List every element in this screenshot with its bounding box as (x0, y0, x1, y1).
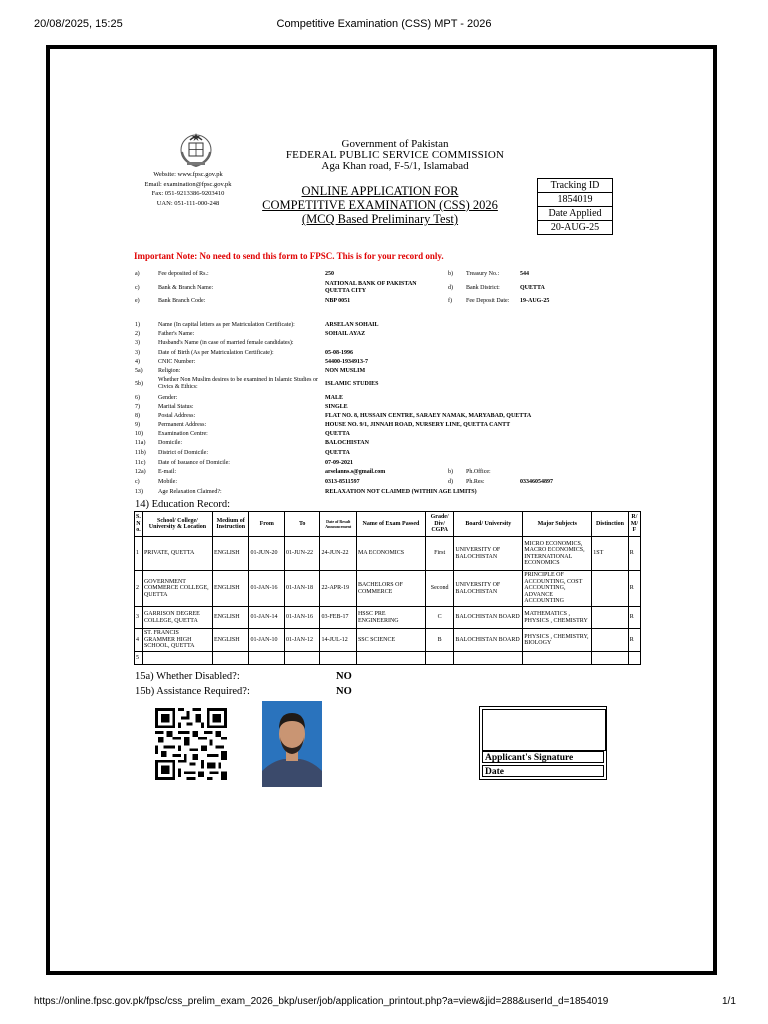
table-cell: First (425, 537, 453, 571)
table-cell: GARRISON DEGREE COLLEGE, QUETTA (142, 607, 212, 629)
table-cell (249, 652, 285, 665)
table-cell: BALOCHISTAN BOARD (454, 629, 523, 652)
field-number: 2) (135, 331, 140, 337)
field-label: Postal Address: (158, 413, 196, 419)
field-label: Father's Name: (158, 331, 195, 337)
date-applied-label: Date Applied (538, 207, 613, 221)
table-cell: UNIVERSITY OF BALOCHISTAN (454, 537, 523, 571)
assistance-value: NO (336, 686, 352, 697)
fee-value: 19-AUG-25 (520, 298, 550, 304)
field-value: NON MUSLIM (325, 368, 366, 374)
table-cell: 1 (135, 537, 143, 571)
field-number: c) (135, 479, 140, 485)
field-value: 54400-1934913-7 (325, 359, 368, 365)
fee-value: 250 (325, 271, 334, 277)
field-value: HOUSE NO. 9/1, JINNAH ROAD, NURSERY LINE, QUETTA CANTT (325, 422, 511, 428)
table-cell (592, 607, 629, 629)
signature-box (479, 706, 607, 780)
print-url: https://online.fpsc.gov.pk/fpsc/css_prelim_exam_2026_bkp/user/job/application_printout.php?a=view&jid=288&userId_d=1854019 (34, 996, 609, 1007)
table-cell: 01-JAN-16 (284, 607, 320, 629)
field-value: QUETTA (325, 431, 350, 437)
table-cell: 01-JAN-16 (249, 571, 285, 607)
website-text: Website: www.fpsc.gov.pk (153, 171, 223, 178)
field-number: 3) (135, 340, 140, 346)
field-value: ARSELAN SOHAIL (325, 322, 379, 328)
table-cell: ENGLISH (212, 571, 249, 607)
table-cell (454, 652, 523, 665)
table-cell: 01-JAN-10 (249, 629, 285, 652)
table-cell: SSC SCIENCE (356, 629, 425, 652)
table-cell (320, 652, 357, 665)
table-cell: 14-JUL-12 (320, 629, 357, 652)
email-text: Email: examination@fpsc.gov.pk (144, 180, 232, 188)
field-label: District of Domicile: (158, 450, 208, 456)
fee-key: c) (135, 285, 140, 291)
table-cell (212, 652, 249, 665)
field-value: 0313-8511597 (325, 479, 360, 485)
table-row (135, 571, 641, 607)
field-number: 11b) (135, 450, 146, 456)
header-cell: Date of Result Announcement (320, 512, 357, 537)
commission-line: FEDERAL PUBLIC SERVICE COMMISSION (285, 149, 505, 161)
field-label: Marital Status: (158, 404, 194, 410)
table-cell: PRINCIPLE OF ACCOUNTING, COST ACCOUNTING, ADVANCE ACCOUNTING (523, 571, 592, 607)
date-label: Date (482, 765, 604, 777)
table-header-row (135, 512, 641, 537)
important-note: Important Note: No need to send this form to FPSC. This is for your record only. (134, 251, 444, 261)
table-cell: 24-JUN-22 (320, 537, 357, 571)
table-cell (356, 652, 425, 665)
assistance-label: 15b) Assistance Required?: (135, 686, 250, 697)
field-label: Ph.Office: (466, 469, 491, 475)
fee-key: b) (448, 271, 453, 277)
field-label: Ph.Res: (466, 479, 485, 485)
table-cell (425, 652, 453, 665)
fee-key: f) (448, 298, 452, 304)
field-label: Date of Birth (As per Matriculation Certificate): (158, 350, 274, 356)
table-cell (142, 652, 212, 665)
table-cell (592, 571, 629, 607)
print-datetime: 20/08/2025, 15:25 (34, 18, 123, 30)
table-cell: R (628, 571, 640, 607)
header-cell: Board/ University (454, 512, 523, 537)
field-value: 07-09-2021 (325, 460, 353, 466)
fee-value: 544 (520, 271, 529, 277)
table-cell: R (628, 629, 640, 652)
table-row (135, 537, 641, 571)
table-cell: BALOCHISTAN BOARD (454, 607, 523, 629)
table-cell: 4 (135, 629, 143, 652)
field-label: Age Relaxation Claimed?: (158, 489, 222, 495)
field-label: Date of Issuance of Domicile: (158, 460, 230, 466)
field-number: 4) (135, 359, 140, 365)
table-cell: C (425, 607, 453, 629)
table-cell: 01-JUN-22 (284, 537, 320, 571)
field-number: 9) (135, 422, 140, 428)
print-page-title: Competitive Examination (CSS) MPT - 2026 (276, 18, 492, 30)
field-label: Husband's Name (in case of married female candidates): (158, 340, 294, 346)
table-cell: HSSC PRE ENGINEERING (356, 607, 425, 629)
signature-area (482, 709, 606, 751)
signature-label: Applicant's Signature (482, 751, 604, 763)
field-value: QUETTA (325, 450, 350, 456)
field-number: 12a) (135, 469, 146, 475)
table-cell: BACHELORS OF COMMERCE (356, 571, 425, 607)
tracking-id-value: 1854019 (538, 193, 613, 207)
table-cell: PHYSICS , CHEMISTRY, BIOLOGY (523, 629, 592, 652)
header-cell: To (284, 512, 320, 537)
date-applied-value: 20-AUG-25 (538, 221, 613, 235)
fax-text: Fax: 051-9213386-9203410 (151, 190, 225, 197)
field-value: RELAXATION NOT CLAIMED (WITHIN AGE LIMITS) (325, 489, 477, 495)
gov-line: Government of Pakistan (341, 138, 449, 150)
field-value: 05-08-1996 (325, 350, 353, 356)
header-cell: Medium of Instruction (212, 512, 249, 537)
title-line-1: ONLINE APPLICATION FOR (301, 184, 459, 198)
field-label: Examination Centre: (158, 431, 208, 437)
table-cell: 3 (135, 607, 143, 629)
field-label: Permanent Address: (158, 422, 207, 428)
education-heading: 14) Education Record: (135, 499, 231, 510)
fee-label: Bank District: (466, 285, 500, 291)
field-number: b) (448, 469, 453, 475)
table-cell: MATHEMATICS , PHYSICS , CHEMISTRY (523, 607, 592, 629)
table-cell: 03-FEB-17 (320, 607, 357, 629)
header-cell: Grade/ Div/ CGPA (425, 512, 453, 537)
organization-header (270, 139, 520, 172)
header-cell: R/ M/ F (628, 512, 640, 537)
field-value: BALOCHISTAN (325, 440, 369, 446)
field-value: SOHAIL AYAZ (325, 331, 366, 337)
field-number: 10) (135, 431, 143, 437)
field-label: Gender: (158, 395, 178, 401)
qr-code-icon (153, 708, 229, 780)
field-value: ISLAMIC STUDIES (325, 381, 379, 387)
field-value: 03346054897 (520, 479, 553, 485)
table-cell: ENGLISH (212, 537, 249, 571)
field-value: SINGLE (325, 404, 348, 410)
table-cell: PRIVATE, QUETTA (142, 537, 212, 571)
uan-text: UAN: 051-111-000-248 (156, 199, 220, 207)
table-cell: 01-JUN-20 (249, 537, 285, 571)
table-cell (628, 652, 640, 665)
table-cell: 01-JAN-18 (284, 571, 320, 607)
table-cell: 2 (135, 571, 143, 607)
table-cell: R (628, 607, 640, 629)
fee-key: a) (135, 271, 140, 277)
field-number: 3) (135, 350, 140, 356)
government-emblem-icon (176, 130, 216, 170)
table-cell: 01-JAN-12 (284, 629, 320, 652)
header-cell: S. N o. (135, 512, 143, 537)
applicant-photo-icon (262, 701, 322, 787)
table-cell: MA ECONOMICS (356, 537, 425, 571)
table-row (135, 652, 641, 665)
tracking-box (537, 178, 613, 235)
education-table (134, 511, 641, 665)
field-value: FLAT NO. 8, HUSSAIN CENTRE, SARAEY NAMAK, MARYABAD, QUETTA (325, 413, 532, 419)
field-label: Name (In capital letters as per Matriculation Certificate): (158, 322, 295, 328)
table-cell: Second (425, 571, 453, 607)
fee-value: NATIONAL BANK OF PAKISTAN QUETTA CITY (325, 281, 417, 294)
field-number: 8) (135, 413, 140, 419)
fee-value: QUETTA (520, 285, 545, 291)
field-number: 6) (135, 395, 140, 401)
table-cell: 5 (135, 652, 143, 665)
table-cell (592, 629, 629, 652)
header-cell: Major Subjects (523, 512, 592, 537)
disabled-value: NO (336, 671, 352, 682)
table-cell: MICRO ECONOMICS, MACRO ECONOMICS, INTERNATIONAL ECONOMICS (523, 537, 592, 571)
table-row (135, 629, 641, 652)
table-cell (284, 652, 320, 665)
field-label: CNIC Number: (158, 359, 196, 365)
field-number: 5b) (135, 381, 143, 387)
fee-label: Bank Branch Code: (158, 298, 206, 304)
field-value: arselanns.s@gmail.com (325, 469, 386, 475)
table-cell: 22-APR-19 (320, 571, 357, 607)
title-line-2: COMPETITIVE EXAMINATION (CSS) 2026 (262, 198, 498, 212)
header-cell: Distinction (592, 512, 629, 537)
address-line: Aga Khan road, F-5/1, Islamabad (321, 160, 469, 172)
field-label: Religion: (158, 368, 181, 374)
fee-key: e) (135, 298, 140, 304)
contact-info (128, 170, 248, 208)
fee-label: Treasury No.: (466, 271, 500, 277)
table-cell: UNIVERSITY OF BALOCHISTAN (454, 571, 523, 607)
tracking-id-label: Tracking ID (538, 179, 613, 193)
table-cell: GOVERNMENT COMMERCE COLLEGE, QUETTA (142, 571, 212, 607)
field-number: 7) (135, 404, 140, 410)
table-cell (523, 652, 592, 665)
print-page-count: 1/1 (722, 996, 736, 1007)
fee-label: Fee Deposit Date: (466, 298, 510, 304)
fee-label: Bank & Branch Name: (158, 285, 214, 291)
table-cell: ENGLISH (212, 629, 249, 652)
header-cell: From (249, 512, 285, 537)
table-cell: B (425, 629, 453, 652)
fee-value: NBP 0051 (325, 298, 351, 304)
field-number: 13) (135, 489, 143, 495)
table-cell: 01-JAN-14 (249, 607, 285, 629)
field-value: MALE (325, 395, 343, 401)
field-number: 5a) (135, 368, 143, 374)
form-title (250, 184, 510, 226)
disabled-label: 15a) Whether Disabled?: (135, 671, 240, 682)
title-line-3: (MCQ Based Preliminary Test) (301, 212, 459, 226)
table-row (135, 607, 641, 629)
table-cell: 1ST (592, 537, 629, 571)
field-number: 1) (135, 322, 140, 328)
field-label: Whether Non Muslim desires to be examined in Islamic Studies or Civics & Ethics: (158, 377, 318, 390)
header-cell: Name of Exam Passed (356, 512, 425, 537)
field-number: d) (448, 479, 453, 485)
table-cell: ENGLISH (212, 607, 249, 629)
table-cell: R (628, 537, 640, 571)
field-number: 11c) (135, 460, 146, 466)
field-label: Domicile: (158, 440, 182, 446)
field-number: 11a) (135, 440, 146, 446)
table-cell (592, 652, 629, 665)
fee-key: d) (448, 285, 453, 291)
fee-label: Fee deposited of Rs.: (158, 271, 209, 277)
field-label: E-mail: (158, 469, 176, 475)
table-cell: ST. FRANCIS GRAMMER HIGH SCHOOL, QUETTA (142, 629, 212, 652)
field-label: Mobile: (158, 479, 177, 485)
header-cell: School/ College/ University & Location (142, 512, 212, 537)
